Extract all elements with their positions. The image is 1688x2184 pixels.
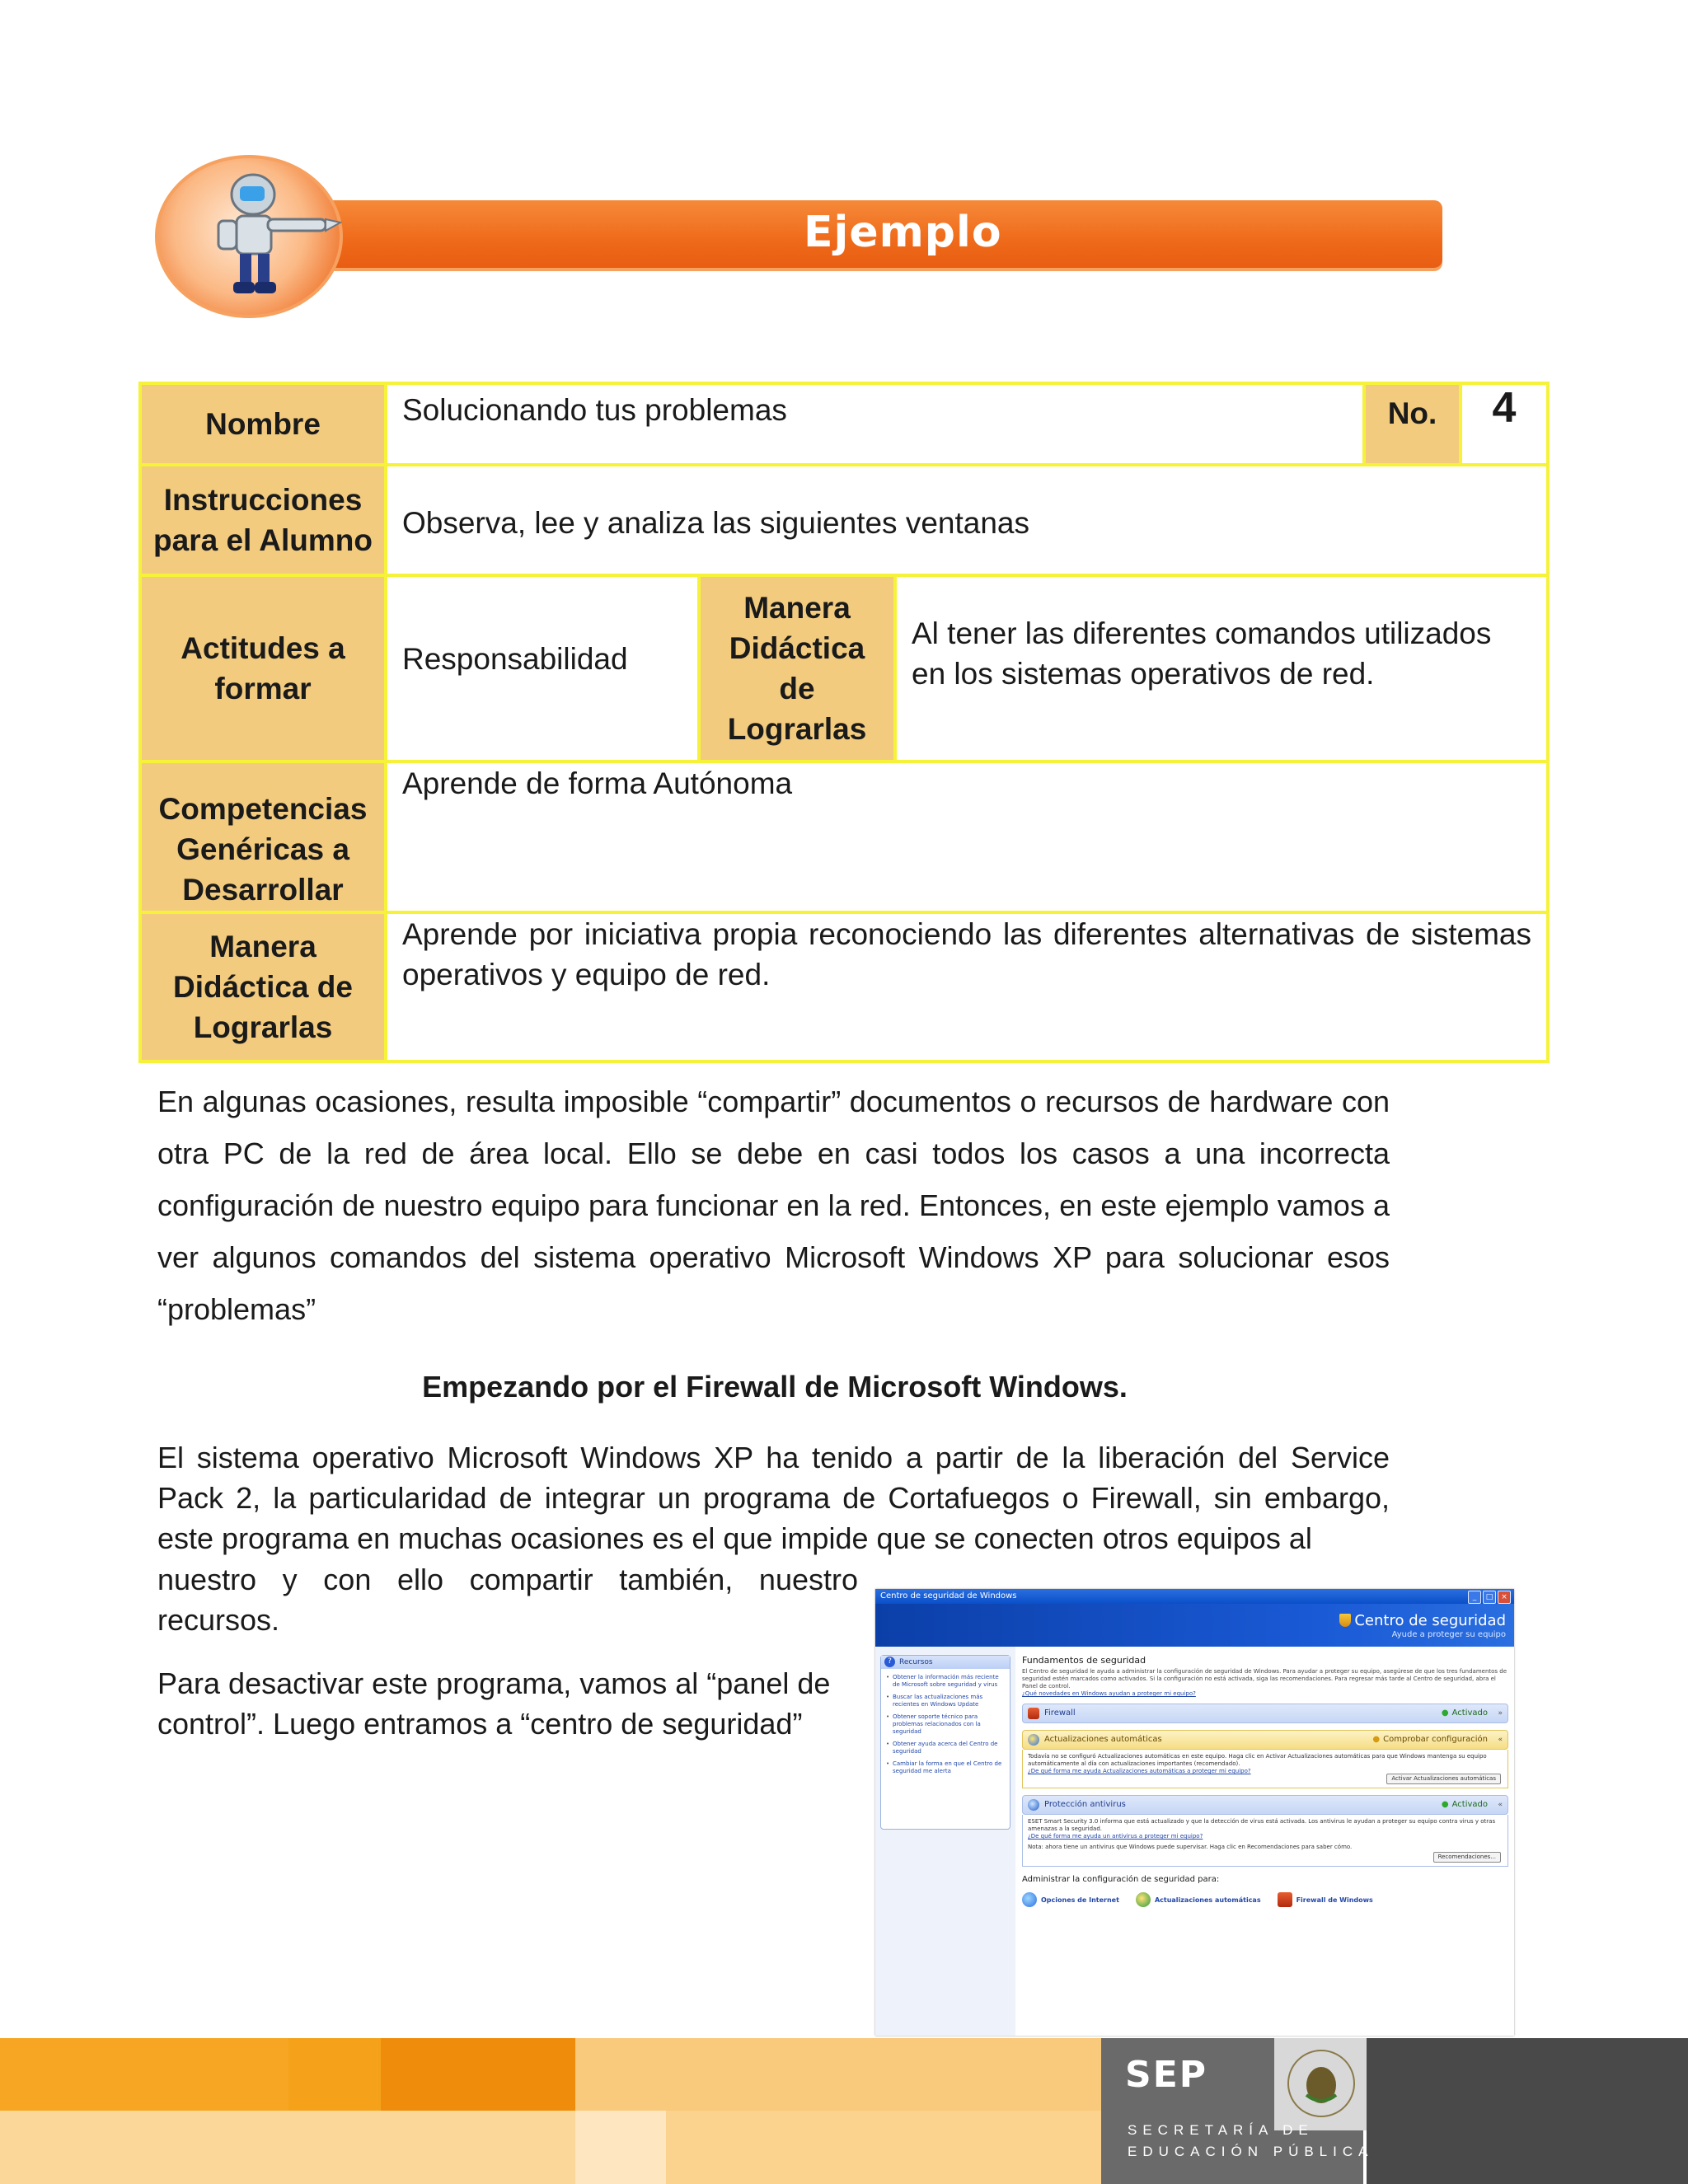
resource-link: • Obtener ayuda acerca del Centro de seguridad	[881, 1736, 1010, 1755]
updates-text: Todavía no se configuró Actualizaciones automáticas en este equipo. Haga clic en Activar Actualizaciones automáticas para que Windows mantenga su equipo automáticamente al día con actualizaciones importantes (recomendado).	[1028, 1753, 1487, 1767]
minimize-icon: _	[1468, 1591, 1481, 1604]
essentials-link: ¿Qué novedades en Windows ayudan a proteger mi equipo?	[1022, 1690, 1196, 1697]
updates-status: ● Comprobar configuración	[1372, 1731, 1488, 1749]
actitudes-value: Responsabilidad	[384, 574, 701, 763]
resources-panel	[880, 1655, 1010, 1830]
footer-band	[0, 2038, 1688, 2184]
activity-info-table	[138, 382, 1550, 1063]
manage-settings-title: Administrar la configuración de seguridad para:	[1022, 1875, 1220, 1884]
window-title: Centro de seguridad de Windows	[880, 1591, 1017, 1601]
close-icon: ×	[1498, 1591, 1511, 1604]
resource-link: • Obtener soporte técnico para problemas relacionados con la seguridad	[881, 1708, 1010, 1736]
antivirus-text: ESET Smart Security 3.0 informa que está actualizado y que la detección de virus está activada. Los antivirus le ayudan a proteger su equipo contra virus y otras amenazas a la seguridad.	[1028, 1818, 1496, 1832]
shield-icon	[1339, 1614, 1351, 1627]
resource-link: • Cambiar la forma en que el Centro de seguridad me alerta	[881, 1755, 1010, 1775]
nombre-label: Nombre	[138, 382, 387, 466]
antivirus-note: Nota: ahora tiene un antivirus que Windows puede supervisar. Haga clic en Recomendaciones para saber cómo.	[1028, 1844, 1353, 1850]
automatic-updates-link	[1136, 1892, 1261, 1907]
recommendations-button: Recomendaciones...	[1433, 1852, 1501, 1863]
internet-options-label: Opciones de Internet	[1041, 1896, 1119, 1904]
resource-link: • Buscar las actualizaciones más recientes en Windows Update	[881, 1689, 1010, 1708]
firewall-status: ● Activado	[1442, 1704, 1488, 1722]
sep-name	[1128, 2120, 1373, 2163]
firewall-paragraph: El sistema operativo Microsoft Windows XP ha tenido a partir de la liberación del Service Pack 2, la particularidad de integrar un programa de Cortafuegos o Firewall, sin embargo, este programa en muchas ocasiones es el que impide que se conecten otros equipos al	[157, 1441, 1390, 1555]
updates-link: ¿De qué forma me ayuda Actualizaciones automáticas a proteger mi equipo?	[1028, 1768, 1251, 1774]
chevron-up-icon: «	[1498, 1801, 1503, 1809]
manera-didactica-value-2: Aprende por iniciativa propia reconociendo las diferentes alternativas de sistemas operativos y equipo de red.	[384, 911, 1550, 1063]
resources-title: ? Recursos	[881, 1656, 1010, 1669]
header-subtitle: Ayude a proteger su equipo	[1391, 1630, 1506, 1639]
updates-icon	[1136, 1892, 1151, 1907]
antivirus-row	[1022, 1795, 1508, 1815]
competencias-label: Competencias Genéricas a Desarrollar	[138, 760, 387, 914]
section-heading: Empezando por el Firewall de Microsoft Windows.	[422, 1370, 1128, 1404]
security-center-screenshot	[875, 1589, 1514, 2036]
mexico-coat-of-arms-icon	[1282, 2044, 1361, 2123]
updates-icon	[1028, 1734, 1039, 1746]
sep-name-line-2: EDUCACIÓN PÚBLICA	[1128, 2144, 1374, 2159]
antivirus-icon	[1028, 1799, 1039, 1811]
sep-name-line-1: SECRETARÍA DE	[1128, 2122, 1314, 2138]
updates-details	[1022, 1750, 1508, 1788]
antivirus-link: ¿De qué forma me ayuda un antivirus a proteger mi equipo?	[1028, 1833, 1203, 1840]
firewall-icon	[1278, 1892, 1292, 1907]
firewall-icon	[1028, 1708, 1039, 1719]
security-essentials-panel	[1022, 1647, 1508, 2034]
resource-link: • Obtener la información más reciente de Microsoft sobre seguridad y virus	[881, 1669, 1010, 1689]
internet-options-link	[1022, 1892, 1119, 1907]
antivirus-details	[1022, 1815, 1508, 1867]
updates-label: Actualizaciones automáticas	[1044, 1735, 1162, 1744]
chevron-down-icon: »	[1498, 1709, 1503, 1718]
firewall-label: Firewall	[1044, 1708, 1076, 1718]
intro-paragraph: En algunas ocasiones, resulta imposible “compartir” documentos o recursos de hardware con otra PC de la red de área local. Ello se debe en casi todos los casos a una incorrecta configuración de nuestro equipo para funcionar en la red. Entonces, en este ejemplo vamos a ver algunos comandos del sistema operativo Microsoft Windows XP para solucionar esos “problemas”	[157, 1085, 1390, 1326]
firewall-paragraph-continued: nuestro y con ello compartir también, nuestro recursos.	[157, 1563, 858, 1637]
instrucciones-label: Instrucciones para el Alumno	[138, 463, 387, 577]
windows-firewall-label: Firewall de Windows	[1296, 1896, 1373, 1904]
instructions-paragraph: Para desactivar este programa, vamos al “panel de control”. Luego entramos a “centro de seguridad”	[157, 1666, 831, 1741]
nombre-value: Solucionando tus problemas	[384, 382, 1507, 466]
manage-settings-links	[1022, 1892, 1508, 1907]
automatic-updates-label: Actualizaciones automáticas	[1154, 1896, 1261, 1904]
competencias-value: Aprende de forma Autónoma	[384, 760, 1550, 914]
header-title: Centro de seguridad	[1354, 1612, 1506, 1629]
actitudes-label: Actitudes a formar	[138, 574, 387, 763]
window-titlebar	[875, 1589, 1514, 1604]
globe-icon	[1022, 1892, 1037, 1907]
activate-updates-button: Activar Actualizaciones automáticas	[1386, 1774, 1501, 1784]
banner-title: Ejemplo	[804, 208, 1002, 257]
updates-row	[1022, 1730, 1508, 1750]
number-value: 4	[1459, 382, 1550, 466]
windows-firewall-link	[1278, 1892, 1373, 1907]
antivirus-status: ● Activado	[1442, 1796, 1488, 1814]
security-center-header	[875, 1604, 1514, 1647]
robot-mascot-icon	[185, 165, 342, 305]
resources-sidebar	[875, 1647, 1015, 2036]
essentials-title: Fundamentos de seguridad	[1022, 1655, 1146, 1666]
essentials-text: El Centro de seguridad le ayuda a administrar la configuración de seguridad de Windows. Para ayudar a proteger su equipo, asegúrese de que los tres fundamentos de seguridad estén marcados como activados. Si la configuración no está activada, siga las recomendaciones. Para regresar más tarde al Centro de seguridad, abra el Panel de control.	[1022, 1668, 1507, 1690]
manera-didactica-value: Al tener las diferentes comandos utilizados en los sistemas operativos de red.	[893, 574, 1550, 763]
sep-logo: SEP	[1125, 2054, 1207, 2096]
number-label: No.	[1362, 382, 1462, 466]
manera-didactica-label: Manera Didáctica de Lograrlas	[697, 574, 897, 763]
firewall-row	[1022, 1704, 1508, 1723]
antivirus-label: Protección antivirus	[1044, 1800, 1126, 1809]
manera-didactica-label-2: Manera Didáctica de Lograrlas	[138, 911, 387, 1063]
chevron-up-icon: «	[1498, 1736, 1503, 1744]
instrucciones-value: Observa, lee y analiza las siguientes ventanas	[384, 463, 1550, 577]
maximize-icon: □	[1483, 1591, 1496, 1604]
